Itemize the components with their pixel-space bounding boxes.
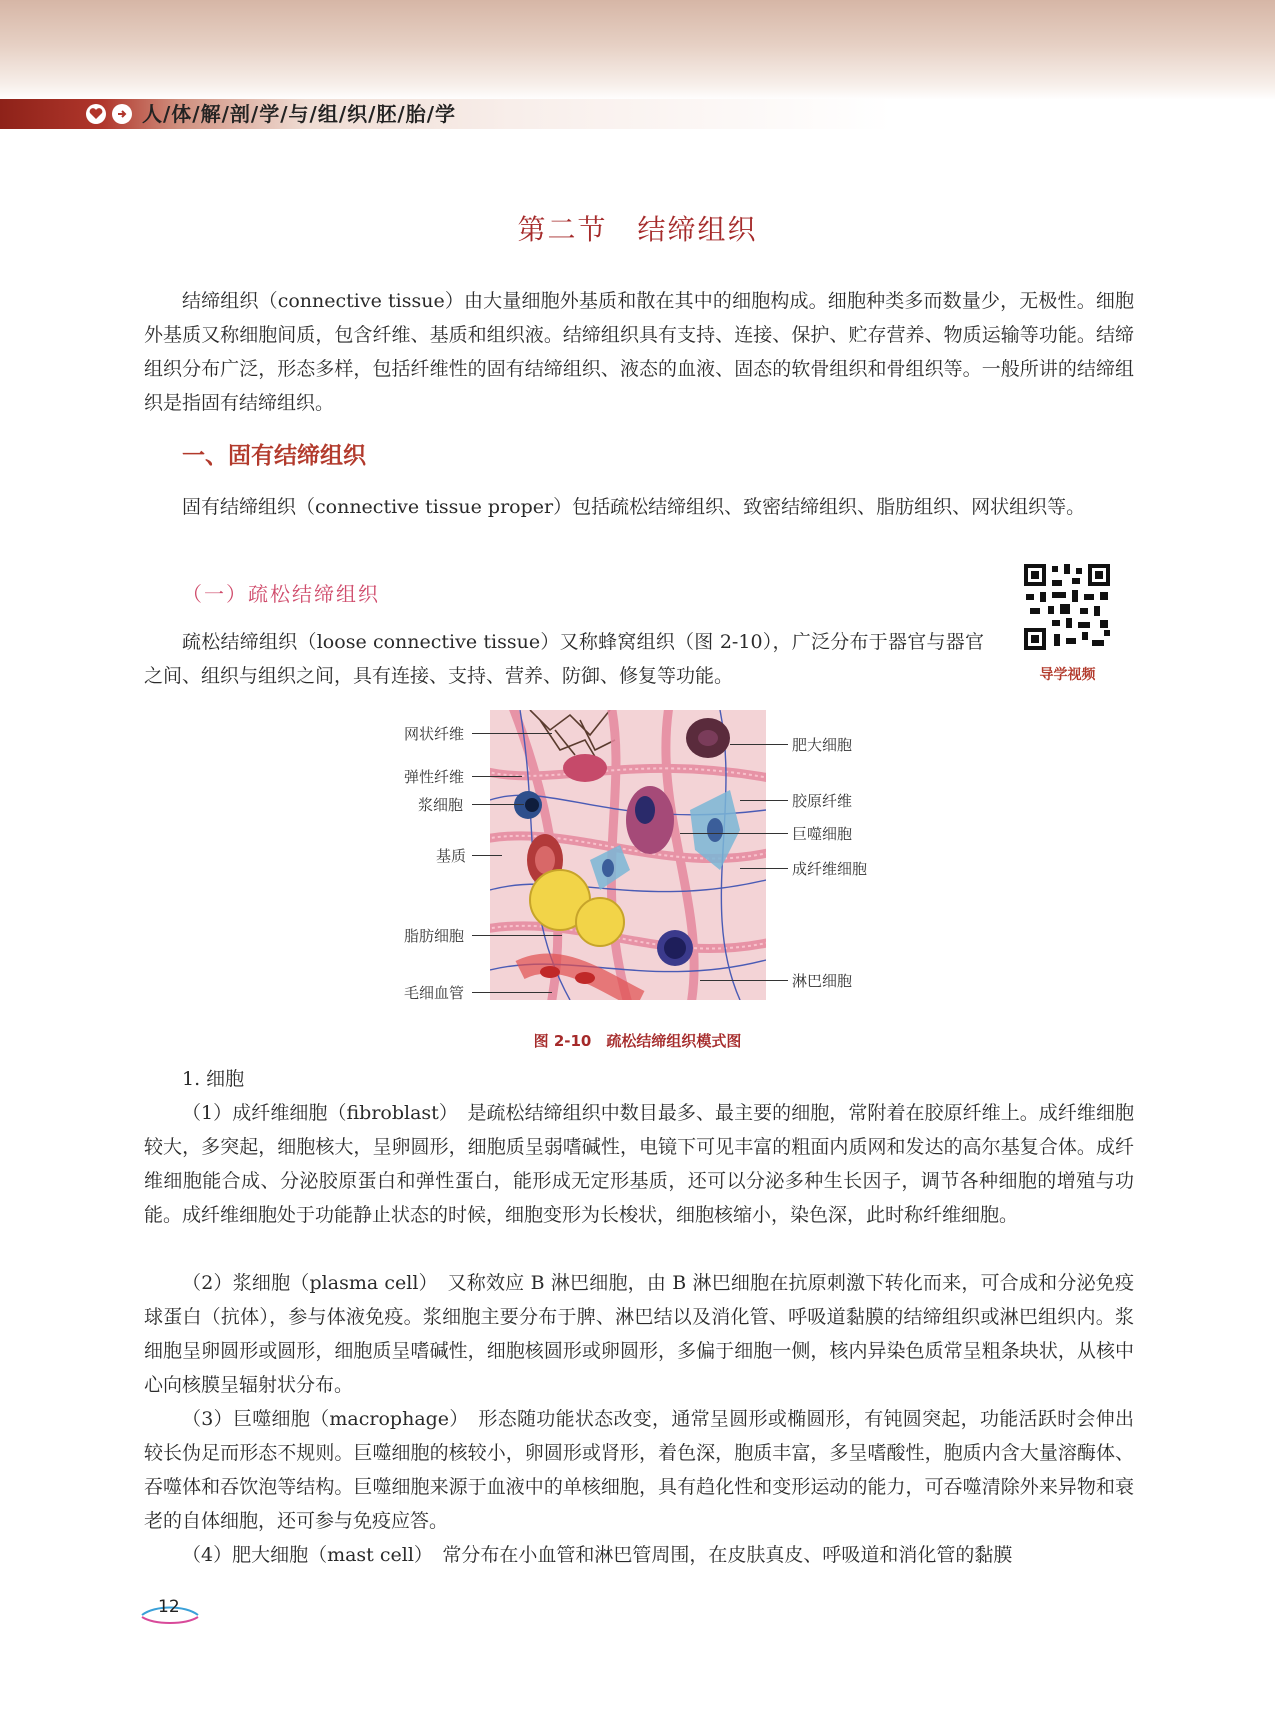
label-fibroblast: 成纤维细胞 <box>792 860 868 878</box>
leader-line <box>472 776 522 777</box>
intro-paragraph: 结缔组织（connective tissue）由大量细胞外基质和散在其中的细胞构成。细胞种类多而数量少，无极性。细胞外基质又称细胞间质，包含纤维、基质和组织液。结缔组织具有支持、连接、保护、贮存营养、物质运输等功能。结缔组织分布广泛，形态多样，包括纤维性的固有结缔组织、液态的血液、固态的软骨组织和骨组织等。一般所讲的结缔组织是指固有结缔组织。 <box>144 290 1134 414</box>
leader-line <box>472 935 562 936</box>
header-icons <box>86 104 132 124</box>
page-number: 12 <box>158 1597 180 1617</box>
macrophage-paragraph: （3）巨噬细胞（macrophage） 形态随功能状态改变，通常呈圆形或椭圆形，有钝圆突起，功能活跃时会伸出较长伪足而形态不规则。巨噬细胞的核较小，卵圆形或肾形，着色深，胞质丰富，多呈嗜酸性，胞质内含大量溶酶体、吞噬体和吞饮泡等结构。巨噬细胞来源于血液中的单核细胞，具有趋化性和变形运动的能力，可吞噬清除外来异物和衰老的自体细胞，还可参与免疫应答。 <box>144 1408 1134 1532</box>
mast-paragraph: （4）肥大细胞（mast cell） 常分布在小血管和淋巴管周围，在皮肤真皮、呼吸道和消化管的黏膜 <box>182 1544 1013 1566</box>
leader-line <box>680 833 788 834</box>
leader-line <box>472 804 524 805</box>
leader-line <box>740 800 788 801</box>
label-capillary: 毛细血管 <box>404 984 465 1002</box>
book-title: 人/体/解/剖/学/与/组/织/胚/胎/学 <box>142 102 457 126</box>
label-elastic-fiber: 弹性纤维 <box>404 768 465 786</box>
label-collagen-fiber: 胶原纤维 <box>792 792 853 810</box>
cells-heading: 1. 细胞 <box>182 1068 245 1090</box>
figure-caption: 图 2-10 疏松结缔组织模式图 <box>533 1032 742 1050</box>
label-lymphocyte: 淋巴细胞 <box>792 972 853 990</box>
top-gradient-band <box>0 0 1275 100</box>
leader-line <box>700 980 788 981</box>
qr-code[interactable] <box>1022 562 1112 652</box>
label-reticular-fiber: 网状纤维 <box>404 725 465 743</box>
label-macrophage: 巨噬细胞 <box>792 825 853 843</box>
heading-proper-connective-tissue: 一、固有结缔组织 <box>182 442 366 469</box>
label-plasma-cell: 浆细胞 <box>418 796 464 814</box>
heart-icon <box>86 104 106 124</box>
leader-line <box>730 744 788 745</box>
label-fat-cell: 脂肪细胞 <box>404 927 465 945</box>
loose-paragraph: 疏松结缔组织（loose connective tissue）又称蜂窝组织（图 2-10），广泛分布于器官与器官之间、组织与组织之间，具有连接、支持、营养、防御、修复等功能。 <box>144 631 984 687</box>
leader-line <box>472 855 502 856</box>
arrow-circle-icon <box>112 104 132 124</box>
qr-label: 导学视频 <box>1039 667 1096 683</box>
plasma-paragraph: （2）浆细胞（plasma cell） 又称效应 B 淋巴细胞，由 B 淋巴细胞在抗原刺激下转化而来，可合成和分泌免疫球蛋白（抗体），参与体液免疫。浆细胞主要分布于脾、淋巴结以及消化管、呼吸道黏膜的结缔组织或淋巴组织内。浆细胞呈卵圆形或圆形，细胞质呈嗜碱性，细胞核圆形或卵圆形，多偏于细胞一侧，核内异染色质常呈粗条块状，从核中心向核膜呈辐射状分布。 <box>144 1272 1134 1396</box>
leader-line <box>472 992 552 993</box>
loose-connective-tissue-diagram <box>490 710 766 1000</box>
heading-loose-connective-tissue: （一）疏松结缔组织 <box>182 582 380 606</box>
leader-line <box>472 733 552 734</box>
label-mast-cell: 肥大细胞 <box>792 736 853 754</box>
leader-line <box>740 868 788 869</box>
label-ground-substance: 基质 <box>436 847 467 865</box>
section-title: 第二节 结缔组织 <box>517 213 758 246</box>
fibroblast-paragraph: （1）成纤维细胞（fibroblast） 是疏松结缔组织中数目最多、最主要的细胞，常附着在胶原纤维上。成纤维细胞较大，多突起，细胞核大，呈卵圆形，细胞质呈弱嗜碱性，电镜下可见丰富的粗面内质网和发达的高尔基复合体。成纤维细胞能合成、分泌胶原蛋白和弹性蛋白，能形成无定形基质，还可以分泌多种生长因子，调节各种细胞的增殖与功能。成纤维细胞处于功能静止状态的时候，细胞变形为长梭状，细胞核缩小，染色深，此时称纤维细胞。 <box>144 1102 1134 1226</box>
proper-paragraph: 固有结缔组织（connective tissue proper）包括疏松结缔组织、致密结缔组织、脂肪组织、网状组织等。 <box>182 496 1086 518</box>
